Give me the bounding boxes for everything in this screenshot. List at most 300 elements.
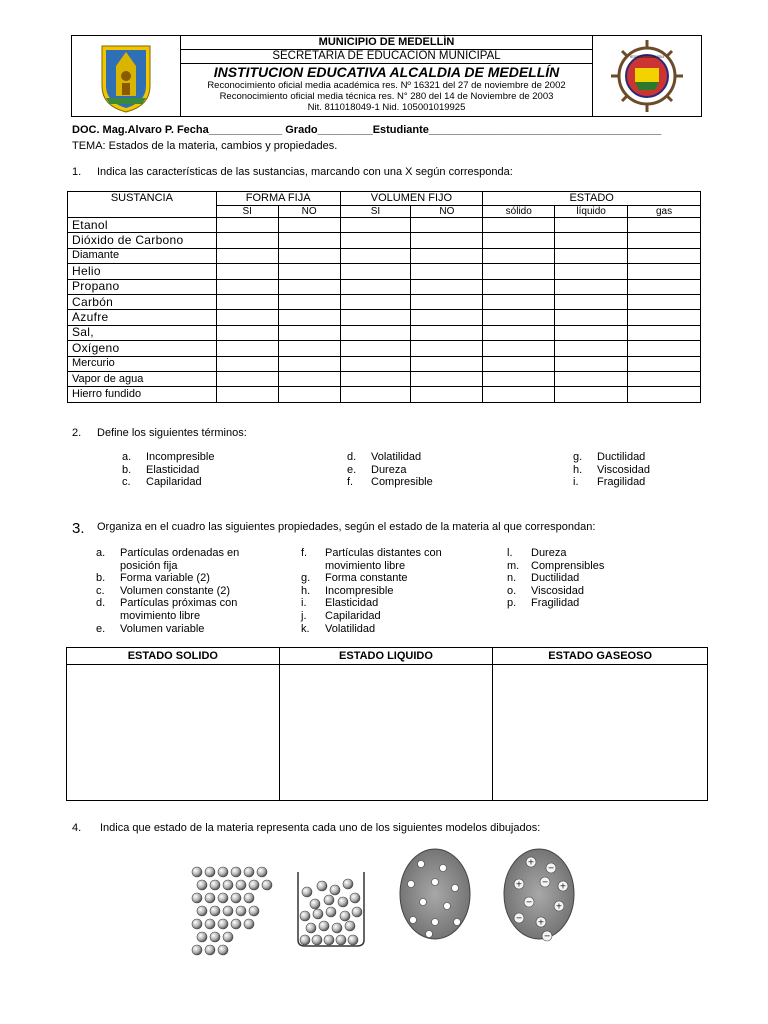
list-item-label: Compresible: [371, 476, 433, 489]
particle: [205, 919, 215, 929]
substance-name: Azufre: [68, 310, 217, 325]
list-item-label: Dureza: [531, 547, 567, 559]
answer-cell[interactable]: [483, 310, 555, 325]
particle: [324, 935, 334, 945]
charge-sign: −: [515, 913, 523, 923]
answer-cell[interactable]: [411, 279, 483, 294]
q2-terms-col2: [347, 451, 433, 489]
particle: [192, 893, 202, 903]
substance-name: Oxígeno: [68, 341, 217, 356]
charge-sign: −: [547, 863, 555, 873]
gas-answer-cell[interactable]: [493, 665, 708, 801]
list-item-label: Elasticidad: [325, 597, 379, 610]
list-item-label: Ductilidad: [531, 572, 580, 585]
document-header: [71, 35, 702, 117]
particle: [205, 867, 215, 877]
subheader-2: SI: [340, 206, 411, 218]
answer-cell[interactable]: [483, 341, 555, 356]
subheader-1: NO: [278, 206, 340, 218]
medellin-coat-of-arms-icon: [72, 36, 180, 116]
answer-cell[interactable]: [555, 341, 628, 356]
particle: [332, 923, 342, 933]
particle: [197, 906, 207, 916]
list-item-label: Partículas ordenadas en: [120, 547, 240, 559]
particle: [444, 903, 451, 910]
answer-cell[interactable]: [483, 387, 555, 402]
table-row: [68, 294, 701, 309]
answer-cell[interactable]: [216, 294, 278, 309]
q1-instruction: Indica las características de las sustancias, marcando con una X según corresponda:: [97, 166, 513, 178]
particle: [420, 899, 427, 906]
table-row: [68, 371, 701, 386]
answer-cell[interactable]: [555, 264, 628, 279]
particle: [218, 945, 228, 955]
list-item: [96, 547, 239, 560]
recognition-technical: Reconocimiento oficial media técnica res. N° 280 del 14 de Noviembre de 2003: [219, 91, 554, 102]
particle: [302, 887, 312, 897]
answer-cell[interactable]: [411, 264, 483, 279]
charge-sign: +: [527, 857, 535, 867]
list-item-label: Incompresible: [146, 451, 215, 463]
list-item: [96, 585, 239, 598]
list-item-key: a.: [122, 451, 132, 463]
answer-cell[interactable]: [340, 294, 411, 309]
teacher-name: DOC. Mag.Alvaro P.: [72, 124, 174, 136]
table-row: [68, 341, 701, 356]
particle: [210, 932, 220, 942]
list-item-key: c.: [122, 476, 131, 489]
answer-cell[interactable]: [555, 325, 628, 340]
student-field[interactable]: Estudiante______________________________________: [372, 124, 662, 136]
list-item: [122, 464, 214, 477]
particle: [223, 906, 233, 916]
substance-name: Sal,: [68, 325, 217, 340]
list-item-key: i.: [301, 597, 307, 610]
particle: [205, 945, 215, 955]
answer-cell[interactable]: [411, 248, 483, 263]
answer-cell[interactable]: [555, 387, 628, 402]
answer-cell[interactable]: [216, 356, 278, 371]
answer-cell[interactable]: [278, 248, 340, 263]
liquid-model-icon: [298, 872, 364, 946]
table-row: [68, 264, 701, 279]
particle: [319, 921, 329, 931]
answer-cell[interactable]: [628, 233, 701, 248]
particle: [300, 911, 310, 921]
answer-cell[interactable]: [628, 356, 701, 371]
particle: [257, 867, 267, 877]
q4-instruction: Indica que estado de la materia representa cada uno de los siguientes modelos dibujados:: [100, 822, 541, 834]
list-item-key: [96, 560, 120, 573]
answer-cell[interactable]: [483, 279, 555, 294]
list-item: [301, 572, 442, 585]
answer-cell[interactable]: [555, 310, 628, 325]
list-item-key: j.: [301, 609, 307, 622]
substance-name: Carbón: [68, 294, 217, 309]
answer-cell[interactable]: [483, 325, 555, 340]
list-item-key: d.: [347, 451, 357, 463]
list-item-key: b.: [122, 463, 132, 476]
list-item: [122, 476, 214, 489]
states-table: [66, 647, 708, 801]
list-item: [301, 547, 442, 560]
answer-cell[interactable]: [216, 233, 278, 248]
list-item: [122, 451, 214, 464]
list-item: [301, 560, 442, 573]
answer-cell[interactable]: [216, 325, 278, 340]
answer-cell[interactable]: [340, 233, 411, 248]
plasma-model-icon: [504, 849, 574, 941]
substance-name: Etanol: [68, 218, 217, 233]
answer-cell[interactable]: [216, 264, 278, 279]
particle: [306, 923, 316, 933]
right-logo-cell: [592, 36, 701, 116]
answer-cell[interactable]: [411, 233, 483, 248]
answer-cell[interactable]: [628, 341, 701, 356]
answer-cell[interactable]: [340, 387, 411, 402]
school-ship-wheel-logo-icon: [593, 36, 701, 116]
q3-instruction: Organiza en el cuadro las siguientes propiedades, según el estado de la materia al que correspondan:: [97, 521, 596, 533]
list-item: [573, 464, 650, 477]
list-item-label: Elasticidad: [146, 463, 200, 476]
list-item: [96, 623, 239, 636]
particle: [348, 935, 358, 945]
q2-terms-col1: [122, 451, 214, 489]
particle: [326, 907, 336, 917]
list-item-label: Volatilidad: [371, 451, 422, 463]
table-row: [68, 356, 701, 371]
list-item-label: movimiento libre: [325, 559, 406, 572]
particle: [343, 879, 353, 889]
list-item-label: Volumen variable: [120, 622, 205, 635]
list-item-key: e.: [347, 463, 357, 476]
nit-number: Nit. 811018049-1 Nid. 105001019925: [307, 102, 466, 113]
list-item-key: l.: [507, 547, 513, 559]
answer-cell[interactable]: [340, 264, 411, 279]
answer-cell[interactable]: [216, 341, 278, 356]
particle: [350, 893, 360, 903]
municipality-title: MUNICIPIO DE MEDELLÍN: [180, 36, 593, 50]
particle: [313, 909, 323, 919]
recognition-academic: Reconocimiento oficial media académica res. Nº 16321 del 27 de noviembre de 2002: [207, 80, 566, 91]
charge-sign: −: [543, 931, 551, 941]
answer-cell[interactable]: [555, 233, 628, 248]
particle: [345, 921, 355, 931]
answer-cell[interactable]: [483, 356, 555, 371]
table-row: [68, 279, 701, 294]
solid-answer-cell[interactable]: [67, 665, 280, 801]
list-item-key: p.: [507, 597, 517, 610]
list-item-key: b.: [96, 572, 106, 585]
list-item-label: Capilaridad: [146, 476, 202, 489]
answer-cell[interactable]: [483, 218, 555, 233]
answer-cell[interactable]: [278, 341, 340, 356]
header-estado-solido: ESTADO SOLIDO: [67, 648, 280, 665]
answer-cell[interactable]: [340, 218, 411, 233]
list-item-key: g.: [573, 451, 583, 463]
answer-cell[interactable]: [483, 233, 555, 248]
answer-cell[interactable]: [340, 248, 411, 263]
answer-cell[interactable]: [483, 294, 555, 309]
header-sustancia: SUSTANCIA: [68, 192, 217, 218]
answer-cell[interactable]: [216, 310, 278, 325]
list-item-key: i.: [573, 476, 579, 489]
answer-cell[interactable]: [278, 264, 340, 279]
answer-cell[interactable]: [340, 371, 411, 386]
left-logo-cell: [72, 36, 181, 116]
answer-cell[interactable]: [216, 371, 278, 386]
list-item: [347, 451, 433, 464]
particle: [244, 893, 254, 903]
q2-instruction: Define los siguientes términos:: [97, 427, 247, 439]
particle: [218, 867, 228, 877]
answer-cell[interactable]: [411, 371, 483, 386]
answer-cell[interactable]: [483, 371, 555, 386]
charge-sign: +: [515, 879, 523, 889]
answer-cell[interactable]: [278, 371, 340, 386]
answer-cell[interactable]: [628, 310, 701, 325]
particle: [300, 935, 310, 945]
list-item-label: Viscosidad: [531, 584, 584, 597]
gas-model-icon: [400, 849, 470, 939]
list-item: [573, 476, 650, 489]
substances-body: [68, 218, 701, 403]
answer-cell[interactable]: [628, 294, 701, 309]
particle: [236, 906, 246, 916]
grade-field[interactable]: Grado_________: [285, 124, 373, 136]
list-item-label: Viscosidad: [597, 463, 650, 476]
answer-cell[interactable]: [278, 325, 340, 340]
particle: [432, 919, 439, 926]
list-item-label: Partículas próximas con: [120, 597, 238, 610]
answer-cell[interactable]: [628, 264, 701, 279]
answer-cell[interactable]: [628, 248, 701, 263]
list-item-label: Ductilidad: [597, 451, 646, 463]
answer-cell[interactable]: [555, 279, 628, 294]
particle: [312, 935, 322, 945]
particle: [223, 880, 233, 890]
particle: [330, 885, 340, 895]
answer-cell[interactable]: [340, 356, 411, 371]
particle: [218, 893, 228, 903]
list-item: [301, 585, 442, 598]
list-item-label: Comprensibles: [531, 559, 605, 572]
answer-cell[interactable]: [216, 218, 278, 233]
particle: [197, 932, 207, 942]
answer-cell[interactable]: [411, 218, 483, 233]
particle: [452, 885, 459, 892]
answer-cell[interactable]: [628, 387, 701, 402]
particle: [408, 881, 415, 888]
subheader-5: líquido: [555, 206, 628, 218]
topic-line: TEMA: Estados de la materia, cambios y propiedades.: [72, 140, 338, 152]
q2-terms-col3: [573, 451, 650, 489]
particle: [418, 861, 425, 868]
substance-name: Helio: [68, 264, 217, 279]
particle: [324, 895, 334, 905]
list-item: [347, 476, 433, 489]
list-item: [507, 547, 604, 560]
table-row: [68, 387, 701, 402]
answer-cell[interactable]: [555, 248, 628, 263]
list-item-label: Forma variable (2): [120, 572, 210, 585]
header-estado-liquido: ESTADO LIQUIDO: [279, 648, 493, 665]
answer-cell[interactable]: [278, 218, 340, 233]
table-row: [68, 248, 701, 263]
answer-cell[interactable]: [278, 233, 340, 248]
date-field[interactable]: Fecha____________: [176, 124, 283, 136]
substance-name: Hierro fundido: [68, 387, 217, 402]
header-estado: ESTADO: [483, 192, 701, 206]
particle: [218, 919, 228, 929]
list-item-key: c.: [96, 584, 105, 597]
answer-cell[interactable]: [483, 248, 555, 263]
header-center: [180, 36, 593, 116]
list-item-key: h.: [301, 584, 311, 597]
answer-cell[interactable]: [411, 356, 483, 371]
answer-cell[interactable]: [411, 310, 483, 325]
list-item-label: Fragilidad: [597, 476, 646, 489]
answer-cell[interactable]: [340, 325, 411, 340]
particle: [192, 945, 202, 955]
list-item: [507, 597, 604, 610]
list-item: [347, 464, 433, 477]
list-item-label: Volumen constante (2): [120, 584, 231, 597]
list-item: [96, 597, 239, 610]
list-item-key: f.: [301, 547, 308, 559]
list-item-key: e.: [96, 622, 106, 635]
particle: [262, 880, 272, 890]
substances-table: [67, 191, 701, 403]
particle: [249, 880, 259, 890]
q4-number: 4.: [72, 822, 82, 834]
particle: [231, 893, 241, 903]
subheader-4: sólido: [483, 206, 555, 218]
charge-sign: +: [537, 917, 545, 927]
list-item-label: Volatilidad: [325, 622, 376, 635]
particle: [192, 919, 202, 929]
answer-cell[interactable]: [278, 279, 340, 294]
liquid-answer-cell[interactable]: [279, 665, 493, 801]
list-item-key: [301, 560, 325, 573]
particle: [197, 880, 207, 890]
list-item: [301, 597, 442, 610]
answer-cell[interactable]: [340, 341, 411, 356]
answer-cell[interactable]: [411, 341, 483, 356]
q1-number: 1.: [72, 166, 82, 178]
answer-cell[interactable]: [278, 294, 340, 309]
answer-cell[interactable]: [216, 387, 278, 402]
particle: [310, 899, 320, 909]
particle: [336, 935, 346, 945]
answer-cell[interactable]: [340, 279, 411, 294]
answer-cell[interactable]: [555, 371, 628, 386]
answer-cell[interactable]: [628, 325, 701, 340]
list-item: [573, 451, 650, 464]
list-item: [96, 560, 239, 573]
particle: [454, 919, 461, 926]
answer-cell[interactable]: [216, 279, 278, 294]
list-item-key: n.: [507, 572, 517, 585]
table-row: [68, 218, 701, 233]
substance-name: Diamante: [68, 248, 217, 263]
particle: [440, 865, 447, 872]
answer-cell[interactable]: [628, 218, 701, 233]
q3-props-col2: [301, 547, 442, 635]
list-item-key: g.: [301, 572, 311, 585]
header-volumen-fijo: VOLUMEN FIJO: [340, 192, 483, 206]
answer-cell[interactable]: [216, 248, 278, 263]
list-item: [507, 572, 604, 585]
answer-cell[interactable]: [628, 371, 701, 386]
substance-name: Propano: [68, 279, 217, 294]
particle: [244, 867, 254, 877]
charge-sign: −: [525, 897, 533, 907]
matter-models-illustration: [185, 842, 589, 952]
substance-name: Vapor de agua: [68, 371, 217, 386]
particle: [244, 919, 254, 929]
particle: [249, 906, 259, 916]
list-item-label: Incompresible: [325, 584, 394, 597]
list-item-label: Dureza: [371, 463, 407, 476]
answer-cell[interactable]: [483, 264, 555, 279]
table-row: [68, 325, 701, 340]
answer-cell[interactable]: [411, 325, 483, 340]
answer-cell[interactable]: [278, 310, 340, 325]
particle: [426, 931, 433, 938]
answer-cell[interactable]: [411, 387, 483, 402]
charge-sign: +: [555, 901, 563, 911]
particle: [317, 881, 327, 891]
subheader-6: gas: [628, 206, 701, 218]
list-item-label: posición fija: [120, 559, 178, 572]
answer-cell[interactable]: [411, 294, 483, 309]
answer-cell[interactable]: [555, 218, 628, 233]
answer-cell[interactable]: [628, 279, 701, 294]
list-item-key: o.: [507, 584, 517, 597]
q3-props-col3: [507, 547, 604, 610]
table-row: [68, 310, 701, 325]
list-item-key: [96, 610, 120, 623]
list-item-key: a.: [96, 547, 106, 559]
particle: [432, 879, 439, 886]
list-item-label: movimiento libre: [120, 609, 201, 622]
answer-cell[interactable]: [278, 356, 340, 371]
list-item-label: Capilaridad: [325, 609, 381, 622]
answer-cell[interactable]: [555, 294, 628, 309]
particle: [205, 893, 215, 903]
list-item: [301, 623, 442, 636]
list-item: [507, 560, 604, 573]
list-item-label: Forma constante: [325, 572, 408, 585]
particle: [223, 932, 233, 942]
header-estado-gaseoso: ESTADO GASEOSO: [493, 648, 708, 665]
subheader-0: SI: [216, 206, 278, 218]
list-item: [507, 585, 604, 598]
answer-cell[interactable]: [278, 387, 340, 402]
list-item: [96, 572, 239, 585]
subheader-3: NO: [411, 206, 483, 218]
answer-cell[interactable]: [555, 356, 628, 371]
particle: [210, 906, 220, 916]
charge-sign: +: [559, 881, 567, 891]
q3-number: 3.: [72, 520, 85, 537]
list-item-label: Partículas distantes con: [325, 547, 442, 559]
header-forma-fija: FORMA FIJA: [216, 192, 340, 206]
list-item-label: Fragilidad: [531, 597, 580, 610]
answer-cell[interactable]: [340, 310, 411, 325]
info-line: [72, 124, 661, 136]
